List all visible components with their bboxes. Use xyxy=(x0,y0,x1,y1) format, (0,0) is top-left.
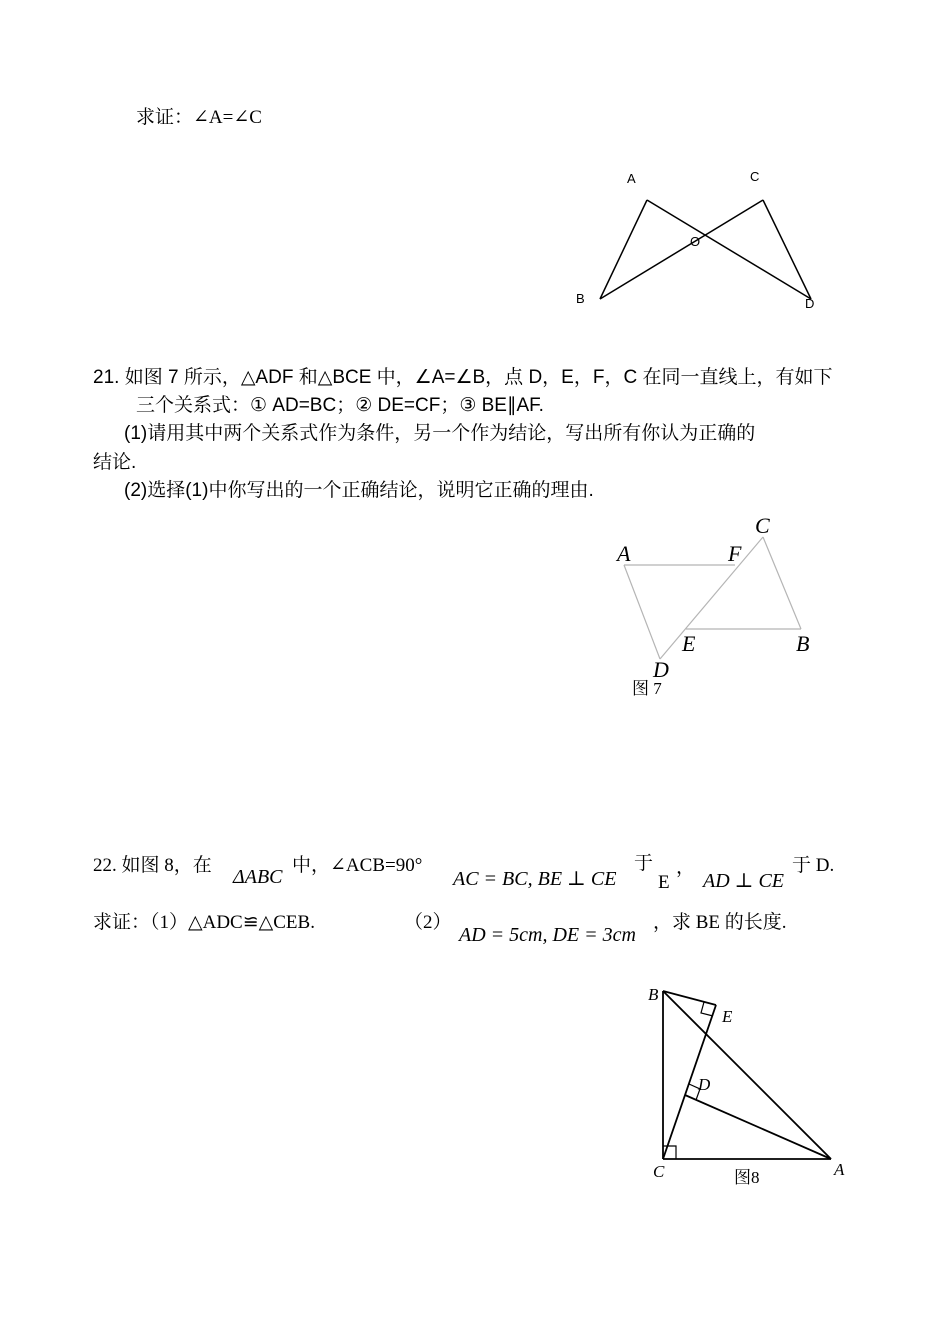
q21-line-4: 结论. xyxy=(93,452,137,473)
label-A: A xyxy=(617,541,631,566)
q22-part-2: （2） xyxy=(404,912,452,933)
segment-CB xyxy=(763,537,801,629)
q22-given: AD = 5cm, DE = 3cm xyxy=(459,924,636,946)
segment-DC xyxy=(660,537,763,659)
q22-condition-1: AC = BC, BE ⊥ CE xyxy=(453,868,617,890)
label-B: B xyxy=(796,631,810,656)
segment-DA xyxy=(685,1095,831,1159)
label-A: A xyxy=(834,1160,845,1179)
label-O: O xyxy=(690,234,701,249)
label-B: B xyxy=(648,985,659,1004)
figure-7-caption: 图 7 xyxy=(632,679,662,698)
q22-comma: ， xyxy=(676,857,696,878)
figure-8-caption: 图8 xyxy=(734,1168,760,1187)
label-D: D xyxy=(653,657,669,682)
label-D: D xyxy=(805,296,815,311)
label-C: C xyxy=(755,513,770,538)
segment-AD xyxy=(624,565,660,659)
q22-triangle-ABC: ΔABC xyxy=(233,866,283,888)
figure-7 xyxy=(610,510,840,700)
label-A: A xyxy=(627,171,636,186)
label-F: F xyxy=(728,541,742,566)
label-D: D xyxy=(698,1075,711,1094)
segment-BA xyxy=(663,991,831,1159)
q21-line-5: (2)选择(1)中你写出的一个正确结论，说明它正确的理由. xyxy=(124,480,594,501)
q22-prove: 求证：（1）△ADC≌△CEB. xyxy=(93,912,315,933)
q22-condition-2: AD ⊥ CE xyxy=(703,870,785,892)
figure-8 xyxy=(640,980,860,1190)
q22-intro: 22. 如图 8，在 xyxy=(93,855,212,876)
q22-foot-D: 于 D. xyxy=(792,855,835,876)
q22-ask: ，求 BE 的长度. xyxy=(653,912,787,933)
label-E: E xyxy=(682,631,696,656)
prove-statement: 求证：∠A=∠C xyxy=(136,107,262,128)
figure-crossing-triangles xyxy=(560,160,840,320)
q22-foot-E: E xyxy=(658,872,670,893)
segment-CB xyxy=(600,200,763,299)
q22-yu-1: 于 xyxy=(634,853,654,874)
q21-line-3: (1)请用其中两个关系式作为条件，另一个作为结论，写出所有你认为正确的 xyxy=(124,423,756,444)
label-C: C xyxy=(653,1162,665,1181)
label-B: B xyxy=(576,291,585,306)
q21-line-1: 21. 如图 7 所示，△ADF 和△BCE 中，∠A=∠B，点 D，E，F，C 在同一直线上，有如下 xyxy=(93,367,833,388)
label-C: C xyxy=(750,169,760,184)
label-E: E xyxy=(722,1007,733,1026)
q21-line-2: 三个关系式：① AD=BC；② DE=CF；③ BE∥AF. xyxy=(136,395,544,416)
q22-angle-condition: 中，∠ACB=90° xyxy=(292,855,423,876)
